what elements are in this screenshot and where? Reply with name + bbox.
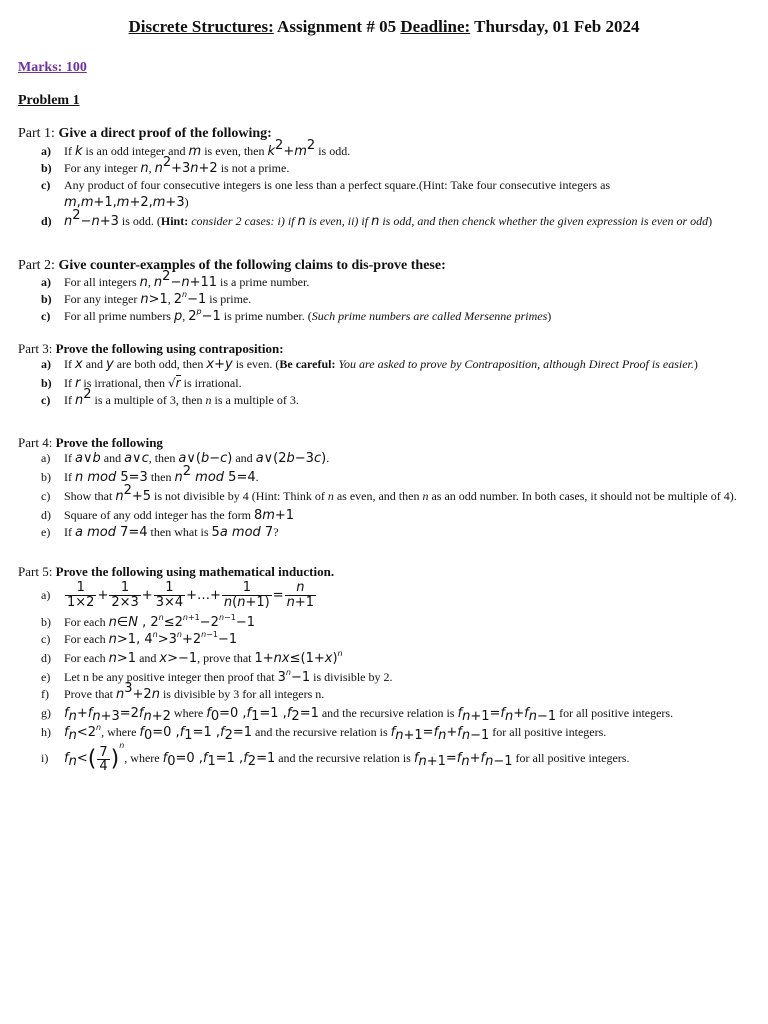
- item-label: c): [41, 309, 51, 323]
- item-text: and the recursive relation is: [252, 725, 391, 739]
- item-text: and the recursive relation is: [275, 751, 414, 765]
- item-label: e): [41, 525, 51, 539]
- part-4-item-e: e) If a mod 7=4 then what is 5a mod 7?: [41, 525, 279, 540]
- part-4-heading: [18, 435, 163, 451]
- item-text: and: [232, 451, 256, 465]
- item-text: is odd, and then chenck whether the given expression is even or odd: [379, 214, 709, 228]
- item-label: h): [41, 725, 51, 739]
- item-text: For each: [64, 615, 109, 629]
- item-label: a): [41, 588, 51, 602]
- item-text: Let n be any positive integer then proof that: [64, 670, 278, 684]
- assignment-title: [0, 17, 768, 37]
- item-text: is even. (: [232, 357, 280, 371]
- part-1-list: [41, 138, 740, 230]
- item-label: b): [41, 470, 51, 484]
- part-5-item-i: i) $f_n<$( $\frac{7}{4}$ )$^n$, where $f_0=0$ $,f_1=1$ $,f_2=1$ and the recursive relation is $f_{n+1}=f_n+f_{n-1}$ for all positive integers.: [41, 741, 630, 774]
- item-text: for all positive integers.: [556, 706, 674, 720]
- part-4-item-b: b) If n mod 5=3 then $n^2$ mod 5=4.: [41, 464, 259, 485]
- part-2-item-c: c) For all prime numbers p, $2^p-1$ is prime number. (Such prime numbers are called Mersenne primes): [41, 307, 552, 324]
- item-text: is irrational.: [180, 376, 242, 390]
- item-text: For each: [64, 651, 109, 665]
- part-1-item-d: d) $n^2-n+3$ is odd. (Hint: consider 2 cases: i) if n is even, ii) if n is odd, and then chenck whether the given expression is even or odd): [41, 208, 713, 229]
- item-text: If: [64, 451, 75, 465]
- part-3-title: Prove the following using contraposition:: [55, 341, 284, 356]
- part-3-item-b: b) If r is irrational, then √r is irrational.: [41, 376, 242, 391]
- part-1-item-a: a) If k is an odd integer and m is even, then $k^2+m^2$ is odd.: [41, 138, 351, 159]
- item-label: b): [41, 615, 51, 629]
- part-4-item-c: c) Show that $n^2+5$ is not divisible by 4 (Hint: Think of n as even, and then n as an odd number. In both cases, it should not be multiple of 4).: [41, 483, 737, 504]
- item-label: a): [41, 357, 51, 371]
- item-label: b): [41, 376, 52, 390]
- part-2-label: Part 2:: [18, 258, 59, 273]
- item-text: If: [64, 393, 75, 407]
- part-5-item-g: g) $f_n+f_{n+3}=2f_{n+2}$ where $f_0=0$ $,f_1=1$ $,f_2=1$ and the recursive relation is $f_{n+1}=f_n+f_{n-1}$ for all positive integers.: [41, 706, 674, 724]
- item-text: is a prime number.: [220, 275, 310, 289]
- item-text: for all positive integers.: [512, 751, 630, 765]
- part-2-list: [41, 269, 740, 325]
- item-label: f): [41, 687, 49, 701]
- part-5-title: Prove the following using mathematical induction.: [55, 564, 335, 579]
- item-text: If: [64, 470, 75, 484]
- item-label: d): [41, 214, 52, 228]
- course-name: Discrete Structures:: [128, 17, 274, 36]
- part-5-item-e: e) Let n be any positive integer then proof that $3^n-1$ is divisible by 2.: [41, 668, 393, 685]
- item-text: is divisible by 3 for all integers n.: [159, 687, 325, 701]
- item-text: and: [82, 357, 107, 371]
- item-text: You are asked to prove by Contraposition, although Direct Proof is easier.: [335, 357, 694, 371]
- item-label: d): [41, 508, 51, 522]
- item-label: g): [41, 706, 51, 720]
- item-text: For each: [64, 632, 109, 646]
- item-text: then what is: [150, 525, 212, 539]
- careful-label: Be careful:: [279, 357, 336, 371]
- item-text: If: [64, 144, 75, 158]
- part-5-item-h: h) $f_n<2^n$, where $f_0=0$ $,f_1=1$ $,f_2=1$ and the recursive relation is $f_{n+1}=f_n+f_{n-1}$ for all positive integers.: [41, 723, 607, 743]
- item-text: is divisible by 2.: [310, 670, 393, 684]
- item-text: is a multiple of 3, then: [94, 393, 206, 407]
- part-3-item-c: c) If $n^2$ is a multiple of 3, then n is a multiple of 3.: [41, 387, 299, 408]
- item-text: as an odd number. In both cases, it should not be multiple of 4).: [428, 489, 737, 503]
- part-3-list: [41, 356, 740, 409]
- part-4-label: Part 4:: [18, 435, 56, 450]
- part-5-item-d: d) For each n>1 and x>−1, prove that $1+nx\le(1+x)^n$: [41, 649, 343, 666]
- item-label: b): [41, 292, 52, 306]
- item-text: Such prime numbers are called Mersenne primes: [311, 309, 548, 323]
- item-text: where: [170, 706, 207, 720]
- item-label: e): [41, 670, 51, 684]
- item-label: c): [41, 178, 51, 192]
- item-label: a): [41, 275, 51, 289]
- item-text: For any integer: [64, 161, 141, 175]
- part-4-list: [41, 450, 740, 541]
- item-label: c): [41, 489, 51, 503]
- part-5-label: Part 5:: [18, 564, 56, 579]
- part-5-item-f: f) Prove that $n^3+2n$ is divisible by 3 for all integers n.: [41, 681, 325, 702]
- item-text: consider 2 cases: i) if: [188, 214, 298, 228]
- item-text: are both odd, then: [113, 357, 207, 371]
- item-label: b): [41, 161, 52, 175]
- part-2-item-b: b) For any integer n>1, $2^n-1$ is prime.: [41, 290, 252, 307]
- part-2-item-a: a) For all integers n, $n^2-n+11$ is a prime number.: [41, 269, 310, 290]
- part-5-list: [41, 578, 740, 776]
- item-text: For all integers: [64, 275, 140, 289]
- item-text: and: [100, 451, 125, 465]
- item-label: c): [41, 393, 51, 407]
- item-text: ?: [273, 525, 279, 539]
- item-label: d): [41, 651, 51, 665]
- item-text: is even, then: [201, 144, 268, 158]
- marks-label: Marks: 100: [18, 60, 87, 75]
- item-text: is prime number. (: [223, 309, 312, 323]
- item-text: and: [136, 651, 160, 665]
- deadline-label: Deadline:: [400, 17, 471, 36]
- item-text: then: [150, 470, 175, 484]
- item-text: , where: [124, 751, 163, 765]
- item-text: is not divisible by 4 (Hint: Think of: [154, 489, 328, 503]
- item-text: , where: [101, 725, 140, 739]
- item-text: If: [64, 525, 75, 539]
- part-5-item-c: c) For each n>1, $4^n>3^n+2^{n-1}-1$: [41, 630, 238, 647]
- item-text: is even, ii) if: [305, 214, 372, 228]
- item-text: for all positive integers.: [489, 725, 607, 739]
- part-5-item-b: b) For each n∈N , $2^n\le 2^{n+1}-2^{n-1}-1$: [41, 613, 255, 630]
- item-text: If: [64, 376, 75, 390]
- item-text: Prove that: [64, 687, 116, 701]
- item-text: is odd. (: [118, 214, 161, 228]
- part-5-item-a: a) $\frac{1}{1\times 2}$ + $\frac{1}{2\times 3}$ + $\frac{1}{3\times 4}$ +…+ $\frac{1}{n(n+1)}$ = $\frac{n}{n+1}$: [41, 580, 315, 610]
- part-2-title: Give counter-examples of the following claims to dis-prove these:: [58, 258, 446, 273]
- part-4-item-d: d) Square of any odd integer has the form 8m+1: [41, 508, 295, 523]
- part-1-title: Give a direct proof of the following:: [58, 126, 272, 141]
- item-text: If: [64, 357, 75, 371]
- part-3-label: Part 3:: [18, 341, 56, 356]
- item-text: is irrational, then: [80, 376, 169, 390]
- item-text: is odd.: [315, 144, 351, 158]
- item-text: Show that: [64, 489, 116, 503]
- item-text: is prime.: [209, 292, 252, 306]
- part-4-title: Prove the following: [55, 435, 163, 450]
- assignment-number: Assignment # 05: [273, 17, 401, 36]
- item-text: is an odd integer and: [82, 144, 189, 158]
- item-text: as even, and then: [333, 489, 423, 503]
- problem-heading: Problem 1: [18, 93, 80, 108]
- item-label: a): [41, 451, 51, 465]
- item-label: c): [41, 632, 51, 646]
- item-label: a): [41, 144, 51, 158]
- part-1-item-c: c) Any product of four consecutive integers is one less than a perfect square.(Hint: Take four consecutive integers as m,m+1,m+2,m+3): [41, 178, 611, 210]
- part-3-item-a: a) If x and y are both odd, then x+y is even. (Be careful: You are asked to prove by Contraposition, although Direct Proof is easier.): [41, 357, 698, 372]
- deadline-date: Thursday, 01 Feb 2024: [470, 17, 640, 36]
- hint-label: Hint:: [160, 214, 189, 228]
- part-1-heading: [18, 126, 272, 142]
- item-text: , then: [148, 451, 179, 465]
- item-text: and the recursive relation is: [318, 706, 458, 720]
- item-text: For any integer: [64, 292, 141, 306]
- part-1-item-b: b) For any integer n, $n^2+3n+2$ is not a prime.: [41, 155, 290, 176]
- item-text: , prove that: [197, 651, 255, 665]
- item-text: Square of any odd integer has the form: [64, 508, 254, 522]
- item-text: is a multiple of 3.: [211, 393, 299, 407]
- item-text: Any product of four consecutive integers is one less than a perfect square.(Hint: Take four consecutive integers as: [64, 178, 611, 192]
- item-label: i): [41, 751, 49, 765]
- part-3-heading: [18, 341, 284, 357]
- item-text: For all prime numbers: [64, 309, 174, 323]
- part-1-label: Part 1:: [18, 126, 59, 141]
- part-4-item-a: a) If a∨b and a∨c, then a∨(b−c) and a∨(2b−3c).: [41, 451, 330, 466]
- item-text: is not a prime.: [220, 161, 290, 175]
- part-2-heading: [18, 258, 446, 274]
